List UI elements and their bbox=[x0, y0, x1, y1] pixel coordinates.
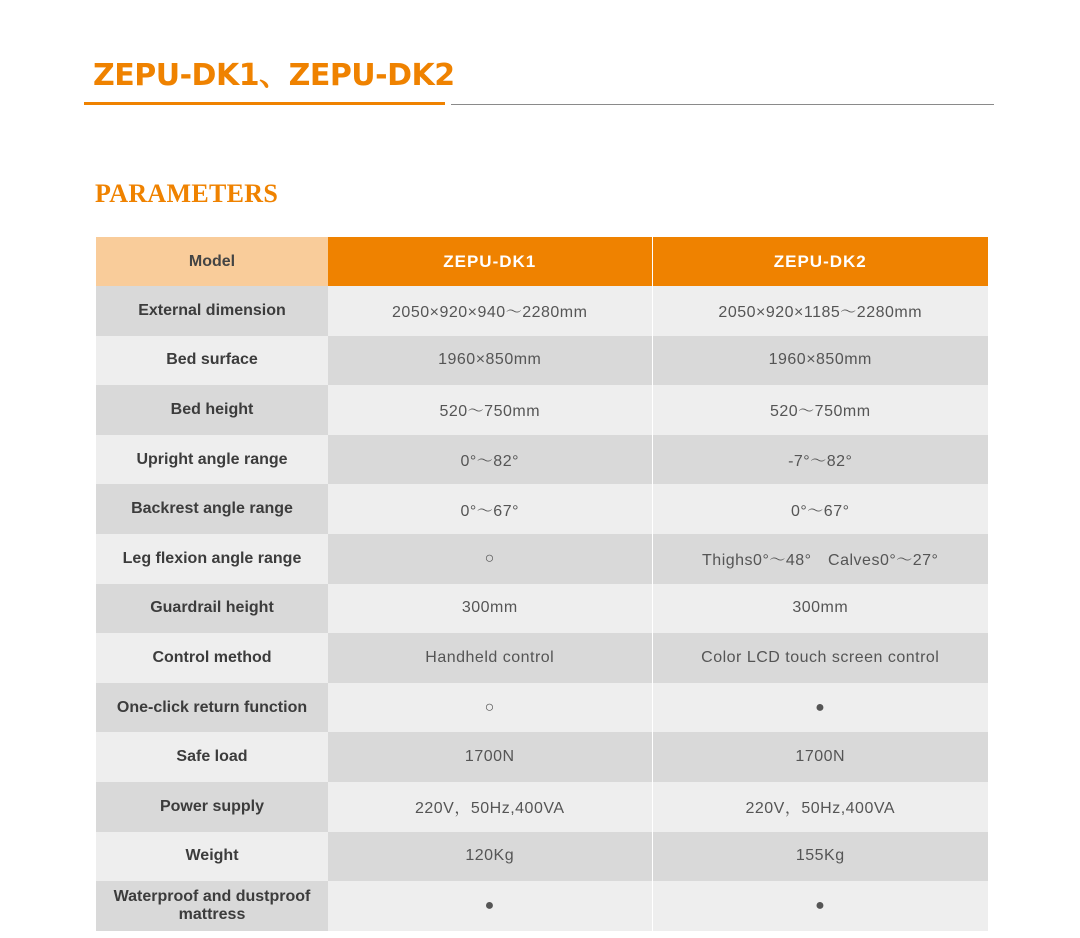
table-row bbox=[96, 435, 988, 485]
table-row bbox=[96, 683, 988, 733]
row-label: Safe load bbox=[96, 732, 328, 782]
cell-dk2: 300mm bbox=[652, 584, 988, 634]
section-heading-parameters: PARAMETERS bbox=[95, 179, 279, 208]
parameters-table bbox=[96, 237, 988, 931]
header-cell-dk2: ZEPU-DK2 bbox=[652, 237, 988, 286]
cell-dk1: 520～750mm bbox=[328, 385, 652, 435]
row-label: Control method bbox=[96, 633, 328, 683]
header-cell-dk1: ZEPU-DK1 bbox=[328, 237, 652, 286]
cell-dk1: 1700N bbox=[328, 732, 652, 782]
row-label: Weight bbox=[96, 832, 328, 882]
row-label: Upright angle range bbox=[96, 435, 328, 485]
cell-dk2: 155Kg bbox=[652, 832, 988, 882]
cell-dk1: 0°～67° bbox=[328, 484, 652, 534]
cell-dk1: 220V，50Hz,400VA bbox=[328, 782, 652, 832]
table-row bbox=[96, 336, 988, 386]
header-cell-model: Model bbox=[96, 237, 328, 286]
table-row bbox=[96, 782, 988, 832]
cell-dk1: ○ bbox=[328, 683, 652, 733]
table-row bbox=[96, 832, 988, 882]
row-label: Power supply bbox=[96, 782, 328, 832]
cell-dk2: 520～750mm bbox=[652, 385, 988, 435]
cell-dk1: 1960×850mm bbox=[328, 336, 652, 386]
table-row bbox=[96, 584, 988, 634]
cell-dk1: 2050×920×940～2280mm bbox=[328, 286, 652, 336]
cell-dk1: ● bbox=[328, 881, 652, 931]
row-label: Leg flexion angle range bbox=[96, 534, 328, 584]
table-row bbox=[96, 484, 988, 534]
cell-dk1: 0°～82° bbox=[328, 435, 652, 485]
cell-dk2: 1960×850mm bbox=[652, 336, 988, 386]
title-underline-divider bbox=[451, 104, 994, 105]
row-label: Bed surface bbox=[96, 336, 328, 386]
table-row bbox=[96, 534, 988, 584]
product-title: ZEPU-DK1、ZEPU-DK2 bbox=[93, 58, 455, 93]
row-label: Waterproof and dustproof mattress bbox=[96, 881, 328, 931]
cell-dk2: 220V，50Hz,400VA bbox=[652, 782, 988, 832]
row-label: Backrest angle range bbox=[96, 484, 328, 534]
cell-dk2: 2050×920×1185～2280mm bbox=[652, 286, 988, 336]
table-row bbox=[96, 286, 988, 336]
cell-dk1: 120Kg bbox=[328, 832, 652, 882]
cell-dk2: 0°～67° bbox=[652, 484, 988, 534]
row-label: One-click return function bbox=[96, 683, 328, 733]
table-row bbox=[96, 732, 988, 782]
row-label: External dimension bbox=[96, 286, 328, 336]
cell-dk2: Color LCD touch screen control bbox=[652, 633, 988, 683]
cell-dk2: Thighs0°～48° Calves0°～27° bbox=[652, 534, 988, 584]
table-row bbox=[96, 881, 988, 931]
table-row bbox=[96, 633, 988, 683]
cell-dk2: ● bbox=[652, 683, 988, 733]
cell-dk1: Handheld control bbox=[328, 633, 652, 683]
cell-dk1: ○ bbox=[328, 534, 652, 584]
row-label: Bed height bbox=[96, 385, 328, 435]
cell-dk1: 300mm bbox=[328, 584, 652, 634]
row-label: Guardrail height bbox=[96, 584, 328, 634]
cell-dk2: ● bbox=[652, 881, 988, 931]
cell-dk2: -7°～82° bbox=[652, 435, 988, 485]
title-underline-accent bbox=[84, 102, 445, 105]
table-row bbox=[96, 385, 988, 435]
table-header-row bbox=[96, 237, 988, 286]
cell-dk2: 1700N bbox=[652, 732, 988, 782]
